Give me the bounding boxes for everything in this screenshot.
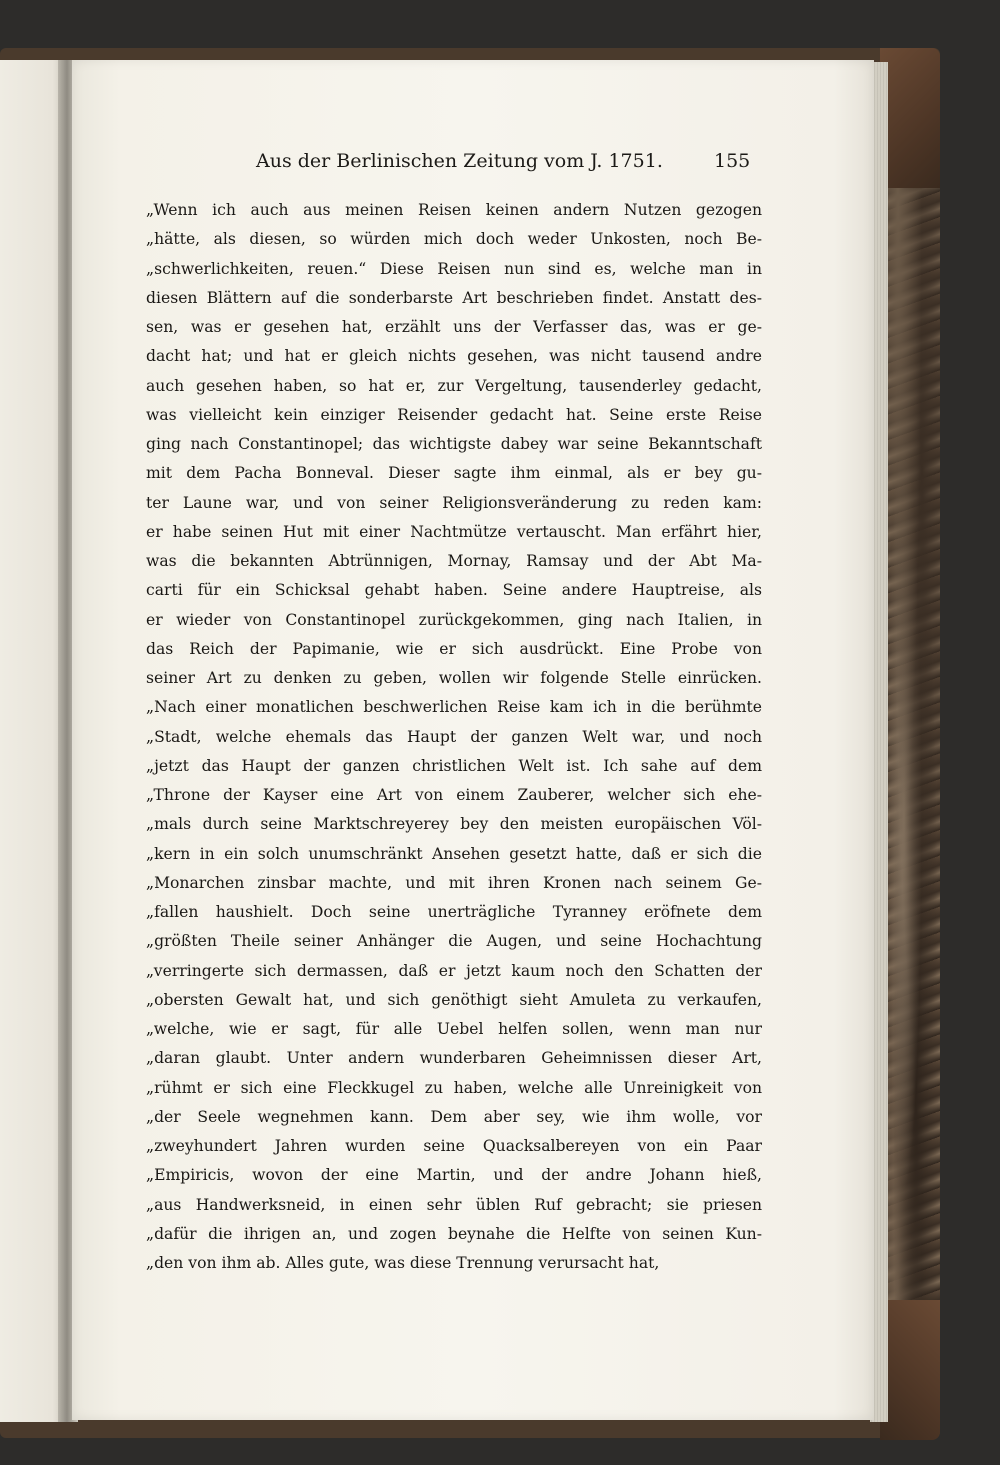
text-line: „Monarchen zinsbar machte, und mit ihren Kronen nach seinem Ge- (146, 873, 762, 892)
text-line: „größten Theile seiner Anhänger die Augen, und seine Hochachtung (146, 932, 762, 951)
text-line: „jetzt das Haupt der ganzen christlichen Welt ist. Ich sahe auf dem (146, 756, 762, 775)
text-line: carti für ein Schicksal gehabt haben. Seine andere Hauptreise, als (146, 581, 762, 600)
text-line: er habe seinen Hut mit einer Nachtmütze vertauscht. Man erfährt hier, (146, 522, 762, 541)
text-line: „aus Handwerksneid, in einen sehr üblen Ruf gebracht; sie priesen (146, 1195, 762, 1214)
page-header (256, 150, 756, 182)
running-title: Aus der Berlinischen Zeitung vom J. 1751. (256, 150, 663, 172)
text-line: „der Seele wegnehmen kann. Dem aber sey, wie ihm wolle, vor (146, 1107, 762, 1126)
text-line: seiner Art zu denken zu geben, wollen wir folgende Stelle einrücken. (146, 669, 762, 687)
text-line: „schwerlichkeiten, reuen.“ Diese Reisen nun sind es, welche man in (146, 259, 762, 278)
text-line: sen, was er gesehen hat, erzählt uns der Verfasser das, was er ge- (146, 318, 762, 336)
text-line: mit dem Pacha Bonneval. Dieser sagte ihm einmal, als er bey gu- (146, 464, 762, 483)
text-line: „Throne der Kayser eine Art von einem Zauberer, welcher sich ehe- (146, 786, 762, 804)
text-line: was vielleicht kein einziger Reisender gedacht hat. Seine erste Reise (146, 405, 762, 424)
text-line: was die bekannten Abtrünnigen, Mornay, Ramsay und der Abt Ma- (146, 552, 762, 570)
text-line: „den von ihm ab. Alles gute, was diese Trennung verursacht hat, (146, 1254, 660, 1272)
text-line: das Reich der Papimanie, wie er sich ausdrückt. Eine Probe von (146, 639, 762, 658)
page-number: 155 (714, 150, 751, 172)
text-line: diesen Blättern auf die sonderbarste Art beschrieben findet. Anstatt des- (146, 288, 762, 307)
text-line: „daran glaubt. Unter andern wunderbaren Geheimnissen dieser Art, (146, 1049, 762, 1068)
marbled-board (880, 60, 940, 1432)
text-line: „welche, wie er sagt, für alle Uebel helfen sollen, wenn man nur (146, 1020, 762, 1038)
text-line: er wieder von Constantinopel zurückgekommen, ging nach Italien, in (146, 610, 762, 629)
text-line: „mals durch seine Marktschreyerey bey den meisten europäischen Völ- (146, 815, 762, 834)
text-line: „Wenn ich auch aus meinen Reisen keinen andern Nutzen gezogen (146, 201, 762, 219)
text-line: „Stadt, welche ehemals das Haupt der ganzen Welt war, und noch (146, 727, 762, 746)
text-line: „fallen haushielt. Doch seine unerträgliche Tyranney eröfnete dem (146, 903, 762, 921)
text-line: dacht hat; und hat er gleich nichts gesehen, was nicht tausend andre (146, 347, 762, 366)
text-line: „verringerte sich dermassen, daß er jetzt kaum noch den Schatten der (146, 961, 762, 980)
text-line: „zweyhundert Jahren wurden seine Quacksalbereyen von ein Paar (146, 1137, 762, 1155)
leather-corner-bottom (880, 1300, 940, 1440)
text-line: „dafür die ihrigen an, und zogen beynahe die Helfte von seinen Kun- (146, 1224, 762, 1243)
body-text (146, 196, 762, 1278)
text-line: „Empiricis, wovon der eine Martin, und der andre Johann hieß, (146, 1166, 762, 1185)
left-page-edge (0, 60, 66, 1422)
text-line: „rühmt er sich eine Fleckkugel zu haben, welche alle Unreinigkeit von (146, 1078, 762, 1097)
text-line: auch gesehen haben, so hat er, zur Vergeltung, tausenderley gedacht, (146, 376, 762, 395)
text-line: ging nach Constantinopel; das wichtigste dabey war seine Bekanntschaft (146, 435, 762, 453)
text-line: „hätte, als diesen, so würden mich doch weder Unkosten, noch Be- (146, 230, 762, 249)
text-line: ter Laune war, und von seiner Religionsveränderung zu reden kam: (146, 493, 762, 512)
text-line: „kern in ein solch unumschränkt Ansehen gesetzt hatte, daß er sich die (146, 844, 762, 863)
leather-corner-top (880, 48, 940, 188)
text-line: „obersten Gewalt hat, und sich genöthigt sieht Amuleta zu verkaufen, (146, 990, 762, 1009)
text-line: „Nach einer monatlichen beschwerlichen Reise kam ich in die berühmte (146, 698, 762, 717)
